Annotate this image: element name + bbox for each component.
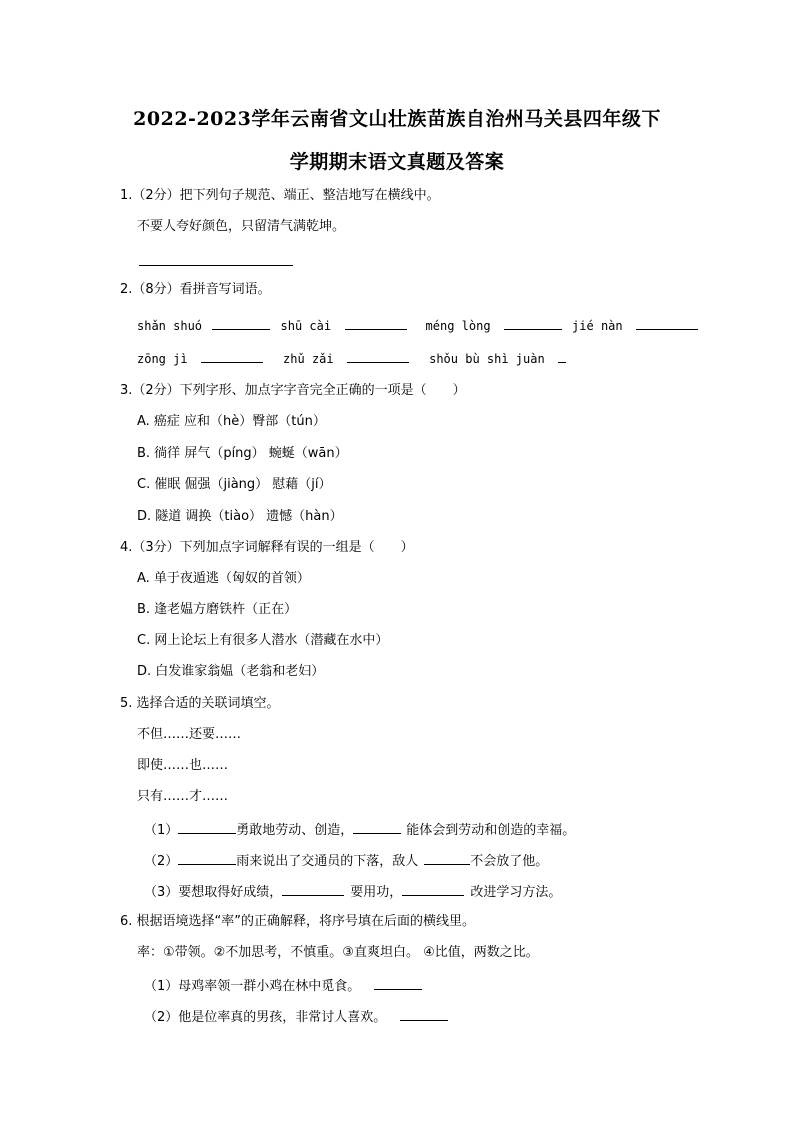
question-5-item-3 xyxy=(144,883,561,901)
answer-blank[interactable] xyxy=(424,852,470,865)
question-1-answer-blank[interactable] xyxy=(139,265,293,266)
question-2-header: 2.（8分）看拼音写词语。 xyxy=(120,282,271,297)
item-text: 母鸡率领一群小鸡在林中觅食。 xyxy=(178,979,361,994)
document-title-line-1: 2022-2023学年云南省文山壮族苗族自治州马关县四年级下 xyxy=(133,108,661,130)
question-2-pinyin-row-1 xyxy=(137,317,701,334)
question-4-option-a[interactable]: A. 单于夜遁逃（匈奴的首领） xyxy=(137,571,310,586)
item-label: （1） xyxy=(144,823,179,838)
pinyin-item: jié nàn xyxy=(572,319,623,333)
item-text: 能体会到劳动和创造的幸福。 xyxy=(406,823,576,838)
question-6-item-1 xyxy=(144,977,425,995)
question-4-option-b[interactable]: B. 逢老媪方磨铁杵（正在） xyxy=(137,602,298,617)
question-1-header: 1.（2分）把下列句子规范、端正、整洁地写在横线中。 xyxy=(120,188,440,203)
question-3-option-b[interactable]: B. 徜徉 屏气（píng） 蜿蜒（wān） xyxy=(137,446,348,461)
question-6-header: 6. 根据语境选择“率”的正确解释，将序号填在后面的横线里。 xyxy=(120,914,476,929)
question-5-item-1 xyxy=(144,821,575,839)
question-5-item-2 xyxy=(144,852,548,870)
question-4-header: 4.（3分）下列加点字词解释有误的一组是（ ） xyxy=(120,540,414,555)
question-1-sentence: 不要人夸好颜色，只留清气满乾坤。 xyxy=(137,219,346,234)
question-5-header: 5. 选择合适的关联词填空。 xyxy=(120,696,280,711)
answer-blank[interactable] xyxy=(347,350,409,363)
question-3-header: 3.（2分）下列字形、加点字字音完全正确的一项是（ ） xyxy=(120,383,466,398)
item-label: （3） xyxy=(144,885,179,900)
answer-blank[interactable] xyxy=(282,883,344,896)
question-3-option-a[interactable]: A. 癌症 应和（hè）臀部（tún） xyxy=(137,414,326,429)
answer-blank[interactable] xyxy=(178,821,236,834)
answer-blank[interactable] xyxy=(402,883,464,896)
pinyin-item: zōng jì xyxy=(137,352,188,366)
item-text: 要想取得好成绩， xyxy=(178,885,283,900)
question-2-pinyin-row-2 xyxy=(137,350,569,367)
question-3-option-c[interactable]: C. 催眠 倔强（jiàng） 慰藉（jí） xyxy=(137,477,332,492)
conjunction-pair: 不但……还要…… xyxy=(137,727,242,742)
item-label: （2） xyxy=(144,854,179,869)
answer-blank[interactable] xyxy=(345,317,407,330)
answer-blank[interactable] xyxy=(212,317,270,330)
answer-blank[interactable] xyxy=(558,350,566,363)
answer-blank[interactable] xyxy=(178,852,236,865)
conjunction-pair: 即使……也…… xyxy=(137,758,229,773)
question-4-option-c[interactable]: C. 网上论坛上有很多人潜水（潜藏在水中） xyxy=(137,633,389,648)
pinyin-item: shǒu bù shì juàn xyxy=(429,352,545,366)
item-label: （2） xyxy=(144,1010,179,1025)
answer-blank[interactable] xyxy=(201,350,263,363)
item-text: 改进学习方法。 xyxy=(470,885,562,900)
item-text: 勇敢地劳动、创造， xyxy=(236,823,354,838)
pinyin-item: shǎn shuó xyxy=(137,319,203,333)
conjunction-pair: 只有……才…… xyxy=(137,789,229,804)
item-text: 雨来说出了交通员的下落，敌人 xyxy=(236,854,419,869)
pinyin-item: méng lòng xyxy=(425,319,491,333)
question-6-definitions: 率：①带领。②不加思考，不慎重。③直爽坦白。 ④比值，两数之比。 xyxy=(137,945,539,960)
answer-blank[interactable] xyxy=(374,977,422,990)
item-text: 他是位率真的男孩，非常讨人喜欢。 xyxy=(178,1010,387,1025)
item-text: 要用功， xyxy=(350,885,403,900)
pinyin-item: zhǔ zǎi xyxy=(283,352,334,366)
document-title-line-2: 学期期末语文真题及答案 xyxy=(289,151,505,173)
answer-blank[interactable] xyxy=(504,317,562,330)
pinyin-item: shū cài xyxy=(280,319,332,333)
item-label: （1） xyxy=(144,979,179,994)
answer-blank[interactable] xyxy=(636,317,698,330)
item-text: 不会放了他。 xyxy=(470,854,549,869)
question-4-option-d[interactable]: D. 白发谁家翁媪（老翁和老妇） xyxy=(137,664,325,679)
question-3-option-d[interactable]: D. 隧道 调换（tiào） 遗憾（hàn） xyxy=(137,509,343,524)
question-6-item-2 xyxy=(144,1008,451,1026)
answer-blank[interactable] xyxy=(353,821,401,834)
answer-blank[interactable] xyxy=(400,1008,448,1021)
